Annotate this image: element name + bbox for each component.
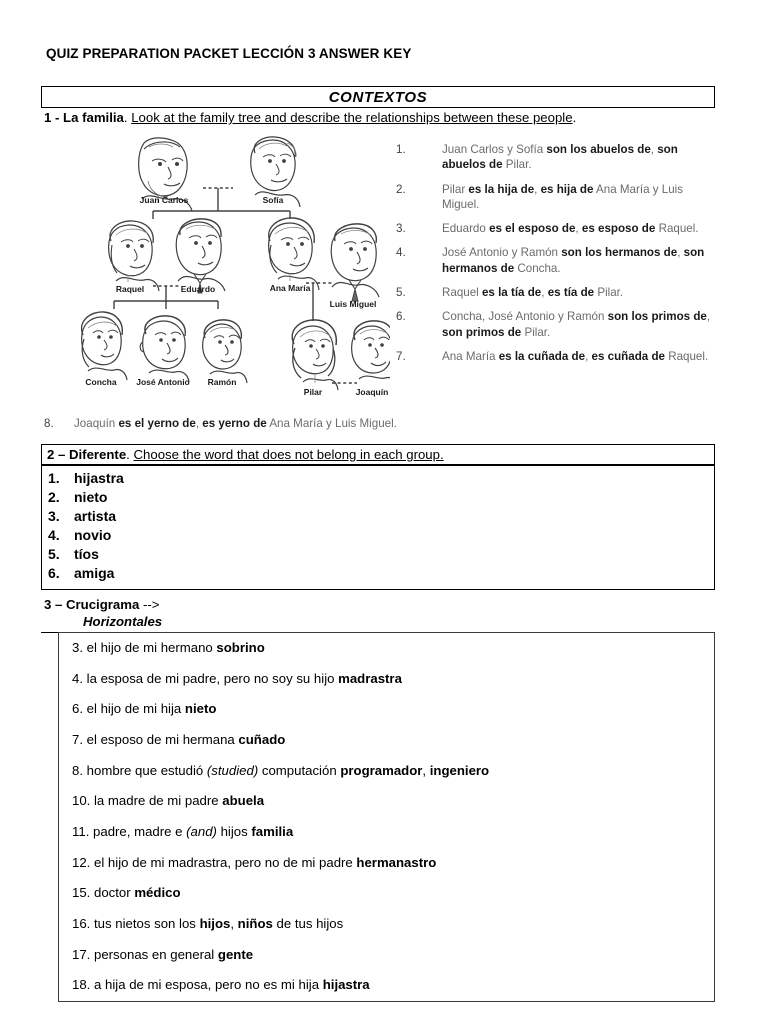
tree-label-eduardo: Eduardo xyxy=(180,284,216,294)
answer-text: Pilar es la hija de, es hija de Ana María y Luis Miguel. xyxy=(442,182,684,211)
activity2-instruction-text: Choose the word that does not belong in each group. xyxy=(133,447,444,462)
item-number: 6. xyxy=(48,565,60,582)
tree-label-raquel: Raquel xyxy=(115,284,145,294)
answer-row xyxy=(396,221,718,236)
list-item xyxy=(42,545,714,564)
tree-label-ana-maria: Ana María xyxy=(269,283,311,293)
answer-text: Ana María es la cuñada de, es cuñada de Raquel. xyxy=(442,349,709,363)
tree-label-sofia: Sofía xyxy=(262,195,284,205)
crossword-clue: 3. el hijo de mi hermano sobrino xyxy=(72,640,265,655)
answer-text: Juan Carlos y Sofía son los abuelos de, son abuelos de Pilar. xyxy=(442,143,678,172)
answer-row xyxy=(396,182,718,213)
item-word: novio xyxy=(74,527,112,544)
tree-label-pilar: Pilar xyxy=(303,387,323,397)
contextos-banner-label: CONTEXTOS xyxy=(328,88,428,106)
contextos-banner xyxy=(41,86,715,108)
activity3-clue-box xyxy=(58,632,715,1002)
answer-number: 3. xyxy=(396,222,406,236)
answer-row-8 xyxy=(44,416,604,431)
portrait-joaquin xyxy=(352,321,390,388)
activity1-instruction-text: Look at the family tree and describe the relationships between these people xyxy=(131,110,573,125)
crossword-clue: 18. a hija de mi esposa, pero no es mi hija hijastra xyxy=(72,977,370,993)
answer-row xyxy=(396,142,718,173)
portrait-ana-maria xyxy=(269,218,319,290)
list-item xyxy=(42,488,714,507)
answer-row xyxy=(396,309,718,340)
activity2-number-label: 2 – Diferente xyxy=(47,447,127,462)
activity1-number-label: 1 - La familia xyxy=(44,110,124,125)
item-number: 3. xyxy=(48,508,60,525)
crossword-clue: 4. la esposa de mi padre, pero no soy su hijo madrastra xyxy=(72,670,402,686)
activity1-separator: . xyxy=(123,110,132,125)
answer-row xyxy=(396,349,718,364)
crossword-clue: 16. tus nietos son los hijos, niños de tus hijos xyxy=(72,915,344,931)
family-tree-figure xyxy=(40,133,390,405)
activity1-period: . xyxy=(572,110,577,125)
crossword-clue: 8. hombre que estudió (studied) computación programador, ingeniero xyxy=(72,762,490,778)
list-item xyxy=(42,564,714,583)
answer-row xyxy=(396,245,718,276)
tree-label-luis-miguel: Luis Miguel xyxy=(329,299,377,309)
activity2-instruction xyxy=(42,445,714,466)
item-number: 5. xyxy=(48,546,60,563)
answer-text: Raquel es la tía de, es tía de Pilar. xyxy=(442,286,624,300)
portrait-eduardo xyxy=(176,219,225,293)
item-word: artista xyxy=(74,508,117,525)
crossword-clue: 11. padre, madre e (and) hijos familia xyxy=(72,823,294,839)
tree-label-ramon: Ramón xyxy=(207,377,237,387)
portrait-concha xyxy=(82,312,127,380)
activity2-separator: . xyxy=(126,447,134,462)
answer-number: 6. xyxy=(396,310,406,324)
answer-text: Concha, José Antonio y Ramón son los primos de, son primos de Pilar. xyxy=(442,310,711,339)
answer-number: 2. xyxy=(396,182,406,196)
activity1-answer-list xyxy=(396,142,718,373)
answer-number: 4. xyxy=(396,246,406,260)
family-tree-svg xyxy=(40,133,390,405)
activity2-box xyxy=(41,444,715,590)
list-item xyxy=(42,507,714,526)
tree-label-jose-antonio: José Antonio xyxy=(136,377,190,387)
portrait-luis-miguel xyxy=(331,224,379,301)
crossword-clue: 15. doctor médico xyxy=(72,885,181,901)
activity3-label xyxy=(44,597,159,612)
item-word: amiga xyxy=(74,565,115,582)
page-title: QUIZ PREPARATION PACKET LECCIÓN 3 ANSWER KEY xyxy=(46,46,412,61)
portrait-pilar xyxy=(292,320,338,390)
item-word: tíos xyxy=(74,546,99,563)
item-number: 1. xyxy=(48,470,60,486)
activity2-answer-list xyxy=(42,466,714,589)
activity3-number-label: 3 – Crucigrama xyxy=(44,597,143,612)
tree-label-joaquin: Joaquín xyxy=(355,387,389,397)
item-number: 4. xyxy=(48,527,60,544)
answer-number: 8. xyxy=(44,417,54,430)
crossword-clue: 17. personas en general gente xyxy=(72,946,254,962)
portrait-jose-antonio xyxy=(140,316,189,382)
answer-number: 1. xyxy=(396,143,406,156)
activity3-arrow: --> xyxy=(142,597,160,612)
answer-row xyxy=(396,285,718,300)
crossword-clue: 12. el hijo de mi madrastra, pero no de mi padre hermanastro xyxy=(72,854,437,870)
crossword-clue: 6. el hijo de mi hija nieto xyxy=(72,701,217,717)
item-number: 2. xyxy=(48,489,60,506)
answer-text: Joaquín es el yerno de, es yerno de Ana María y Luis Miguel. xyxy=(74,417,397,430)
crossword-clue: 10. la madre de mi padre abuela xyxy=(72,793,265,809)
portrait-raquel xyxy=(109,221,159,291)
list-item xyxy=(42,469,714,488)
activity3-subtitle: Horizontales xyxy=(83,614,163,629)
activity1-instruction xyxy=(44,110,576,125)
portrait-ramon xyxy=(203,320,247,383)
item-word: hijastra xyxy=(74,470,124,486)
list-item xyxy=(42,526,714,545)
item-word: nieto xyxy=(74,489,108,506)
answer-text: José Antonio y Ramón son los hermanos de, son hermanos de Concha. xyxy=(442,246,705,275)
answer-text: Eduardo es el esposo de, es esposo de Raquel. xyxy=(442,222,699,236)
answer-number: 5. xyxy=(396,286,406,300)
answer-number: 7. xyxy=(396,349,406,363)
tree-label-concha: Concha xyxy=(85,377,117,387)
crossword-clue: 7. el esposo de mi hermana cuñado xyxy=(72,731,286,747)
tree-label-juan-carlos: Juan Carlos xyxy=(139,195,189,205)
